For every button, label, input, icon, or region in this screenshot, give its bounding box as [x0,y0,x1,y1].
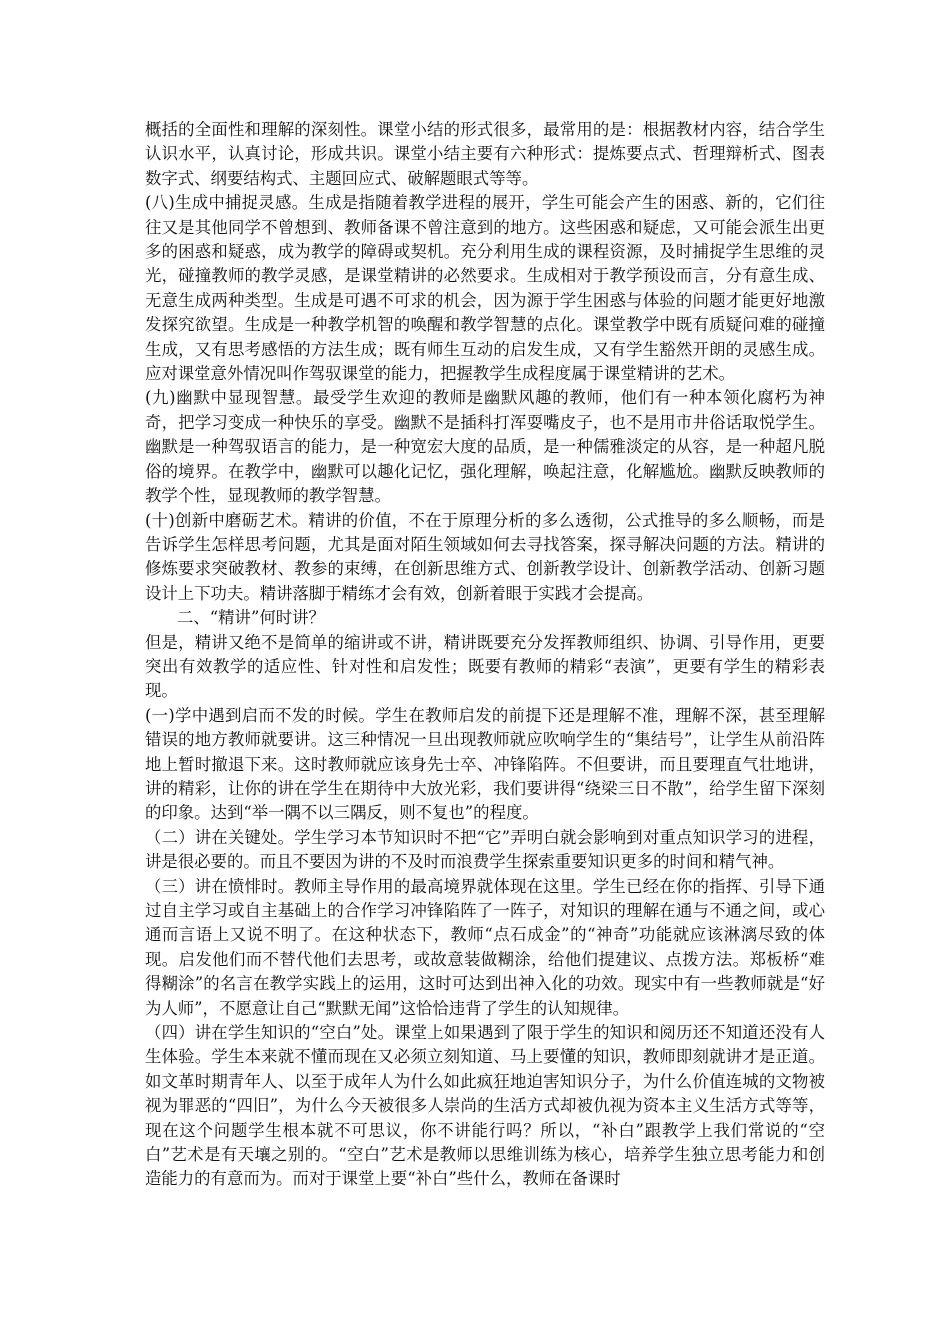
paragraph-ten-innovation: (十)创新中磨砺艺术。精讲的价值，不在于原理分析的多么透彻，公式推导的多么顺畅，而是告诉学生怎样思考问题，尤其是面对陌生领域如何去寻找答案，探寻解决问题的方法。精讲的修炼要求突破教材、教参的束缚，在创新思维方式、创新教学设计、创新教学活动、创新习题设计上下功夫。精讲落脚于精练才会有效，创新着眼于实践才会提高。 [145,510,825,603]
paragraph-one: (一)学中遇到启而不发的时候。学生在教师启发的前提下还是理解不准，理解不深，甚至理解错误的地方教师就要讲。这三种情况一旦出现教师就应吹响学生的“集结号”，让学生从前沿阵地上暂时撤退下来。这时教师就应该身先士卒、冲锋陷阵。不但要讲，而且要理直气壮地讲，讲的精彩，让你的讲在学生在期待中大放光彩，我们要讲得“绕梁三日不散”，给学生留下深刻的印象。达到“举一隅不以三隅反，则不复也”的程度。 [145,705,825,823]
paragraph-two: （二）讲在关键处。学生学习本节知识时不把“它”弄明白就会影响到对重点知识学习的进程，讲是很必要的。而且不要因为讲的不及时而浪费学生探索重要知识更多的时间和精气神。 [145,827,825,872]
paragraph-summary-forms: 概括的全面性和理解的深刻性。课堂小结的形式很多，最常用的是：根据教材内容，结合学生认识水平，认真讨论，形成共识。课堂小结主要有六种形式：提炼要点式、哲理辩析式、图表数字式、纲要结构式、主题回应式、破解题眼式等等。 [145,120,825,188]
paragraph-four: （四）讲在学生知识的“空白”处。课堂上如果遇到了限于学生的知识和阅历还不知道还没有人生体验。学生本来就不懂而现在又必须立刻知道、马上要懂的知识，教师即刻就讲才是正道。如文革时期青年人、以至于成年人为什么如此疯狂地迫害知识分子，为什么价值连城的文物被视为罪恶的“四旧”，为什么今天被很多人崇尚的生活方式却被仇视为资本主义生活方式等等，现在这个问题学生根本就不可思议，你不讲能行吗？所以，“补白”跟教学上我们常说的“空白”艺术是有天壤之别的。“空白”艺术是教师以思维训练为核心，培养学生独立思考能力和创造能力的有意而为。而对于课堂上要“补白”些什么，教师在备课时 [145,1023,825,1189]
paragraph-three: （三）讲在愤悱时。教师主导作用的最高境界就体现在这里。学生已经在你的指挥、引导下通过自主学习或自主基础上的合作学习冲锋陷阵了一阵子，对知识的理解在通与不通之间，或心通而言语上又说不明了。在这种状态下，教师“点石成金”的“神奇”功能就应该淋漓尽致的体现。启发他们而不替代他们去思考，或故意装做糊涂，给他们提建议、点拨方法。郑板桥“难得糊涂”的名言在教学实践上的运用，这时可达到出神入化的功效。现实中有一些教师就是“好为人师”，不愿意让自己“默默无闻”这恰恰违背了学生的认知规律。 [145,876,825,1018]
section-heading: 二、“精讲”何时讲？ [177,608,325,628]
paragraph-eight-generation: (八)生成中捕捉灵感。生成是指随着教学进程的展开，学生可能会产生的困惑、新的，它们往往又是其他同学不曾想到、教师备课不曾注意到的地方。这些困惑和疑虑，又可能会派生出更多的困惑和疑惑，成为教学的障碍或契机。充分利用生成的课程资源，及时捕捉学生思维的灵光，碰撞教师的教学灵感，是课堂精讲的必然要求。生成相对于教学预设而言，分有意生成、无意生成两种类型。生成是可遇不可求的机会，因为源于学生困惑与体验的问题才能更好地激发探究欲望。生成是一种教学机智的唤醒和教学智慧的点化。课堂教学中既有质疑问难的碰撞生成，又有思考感悟的方法生成；既有师生互动的启发生成，又有学生豁然开朗的灵感生成。应对课堂意外情况叫作驾驭课堂的能力，把握教学生成程度属于课堂精讲的艺术。 [145,193,825,384]
paragraph-nine-humor: (九)幽默中显现智慧。最受学生欢迎的教师是幽默风趣的教师，他们有一种本领化腐朽为神奇，把学习变成一种快乐的享受。幽默不是插科打浑耍嘴皮子，也不是用市井俗话取悦学生。幽默是一种驾驭语言的能力，是一种宽宏大度的品质，是一种儒雅淡定的从容，是一种超凡脱俗的境界。在教学中，幽默可以趣化记忆，强化理解，唤起注意，化解尴尬。幽默反映教师的教学个性，显现教师的教学智慧。 [145,388,825,506]
document-body [145,118,825,1192]
paragraph-intro: 但是，精讲又绝不是简单的缩讲或不讲，精讲既要充分发挥教师组织、协调、引导作用，更要突出有效教学的适应性、针对性和启发性；既要有教师的精彩“表演”，更要有学生的精彩表现。 [145,632,825,701]
